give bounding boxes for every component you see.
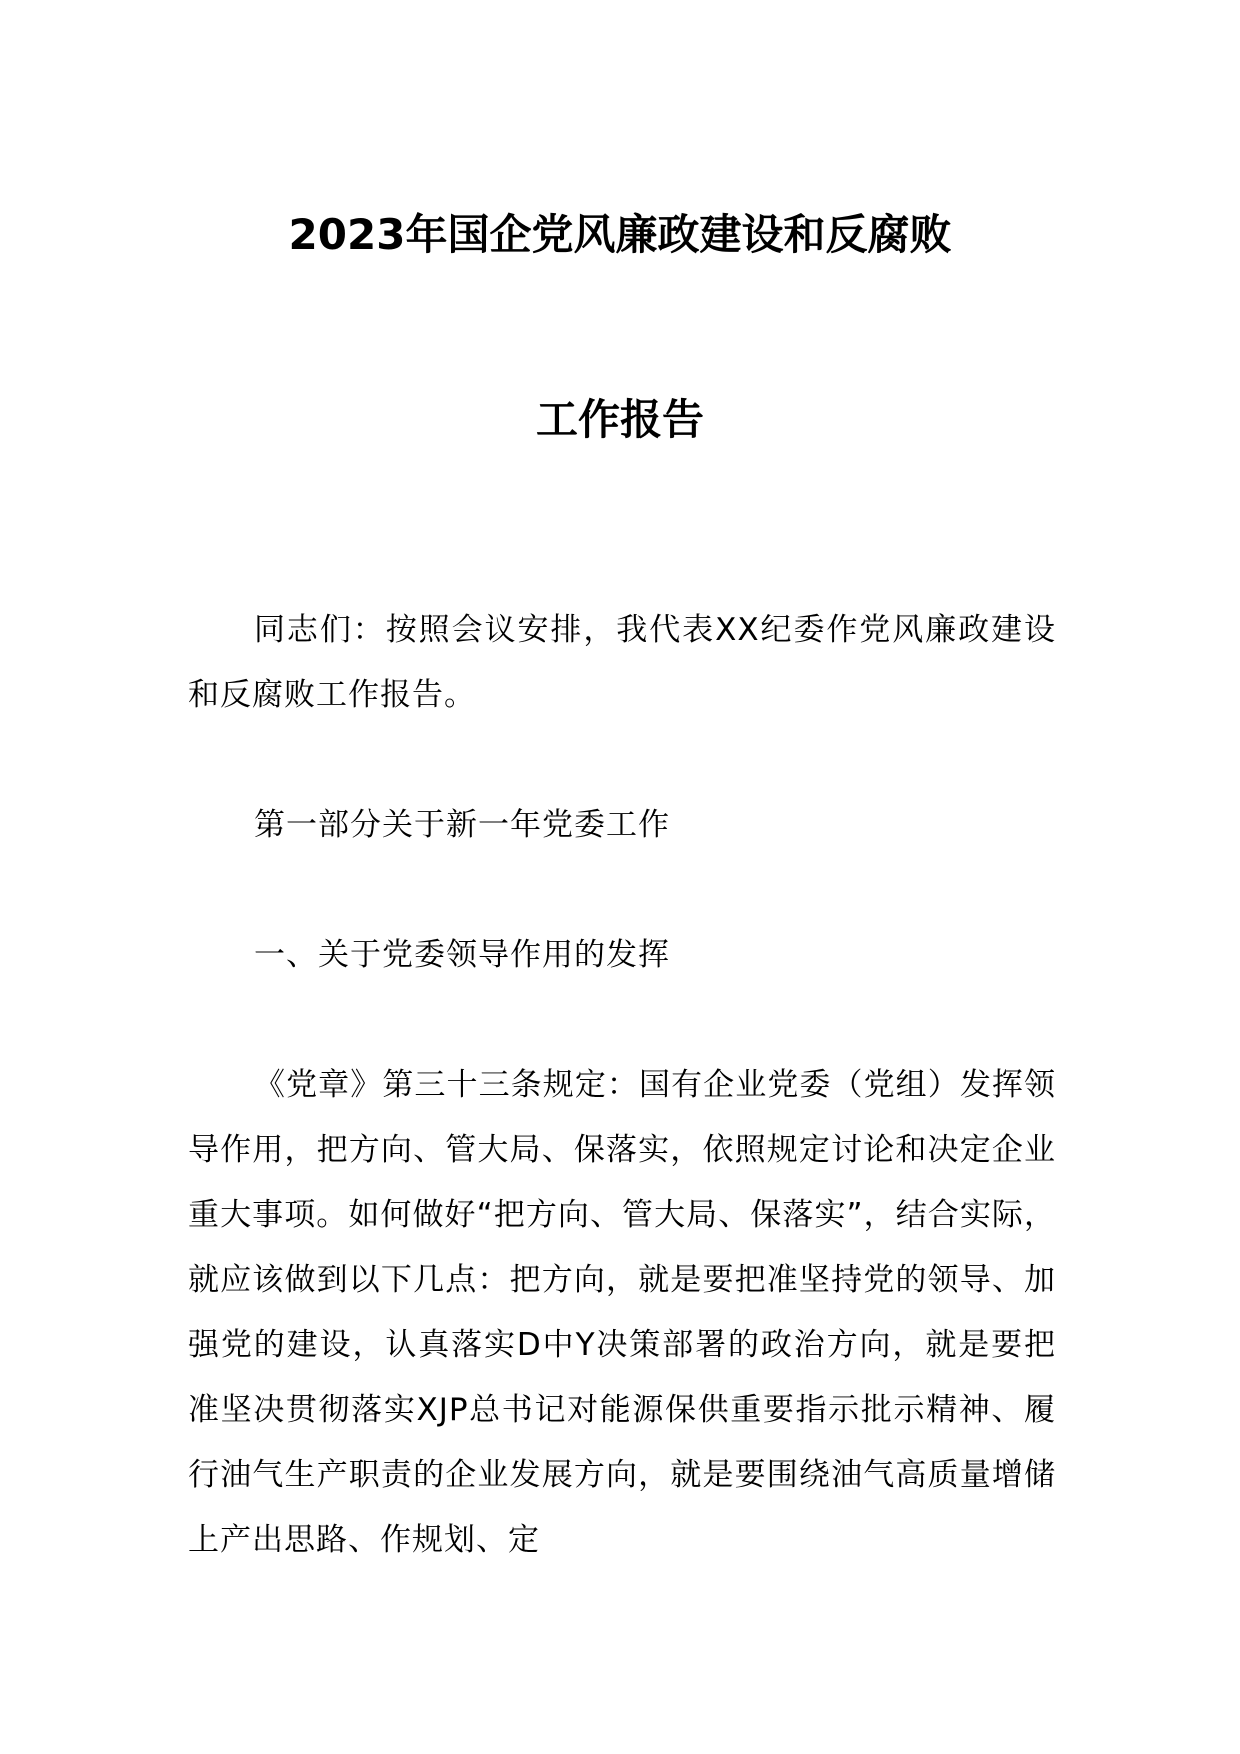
greeting-paragraph: 同志们：按照会议安排，我代表XX纪委作党风廉政建设和反腐败工作报告。 [188, 612, 1056, 713]
document-title-line1: 2023年国企党风廉政建设和反腐败 [288, 210, 952, 259]
part-heading: 第一部分关于新一年党委工作 [254, 807, 670, 843]
document-title-line2: 工作报告 [535, 395, 704, 444]
body-paragraph: 《党章》第三十三条规定：国有企业党委（党组）发挥领导作用，把方向、管大局、保落实，依照规定讨论和决定企业重大事项。如何做好“把方向、管大局、保落实”，结合实际，就应该做到以下几点：把方向，就是要把准坚持党的领导、加强党的建设，认真落实D中Y决策部署的政治方向，就是要把准坚决贯彻落实XJP总书记对能源保供重要指示批示精神、履行油气生产职责的企业发展方向，就是要围绕油气高质量增储上产出思路、作规划、定 [188, 1067, 1056, 1558]
section-heading: 一、关于党委领导作用的发挥 [254, 937, 670, 973]
